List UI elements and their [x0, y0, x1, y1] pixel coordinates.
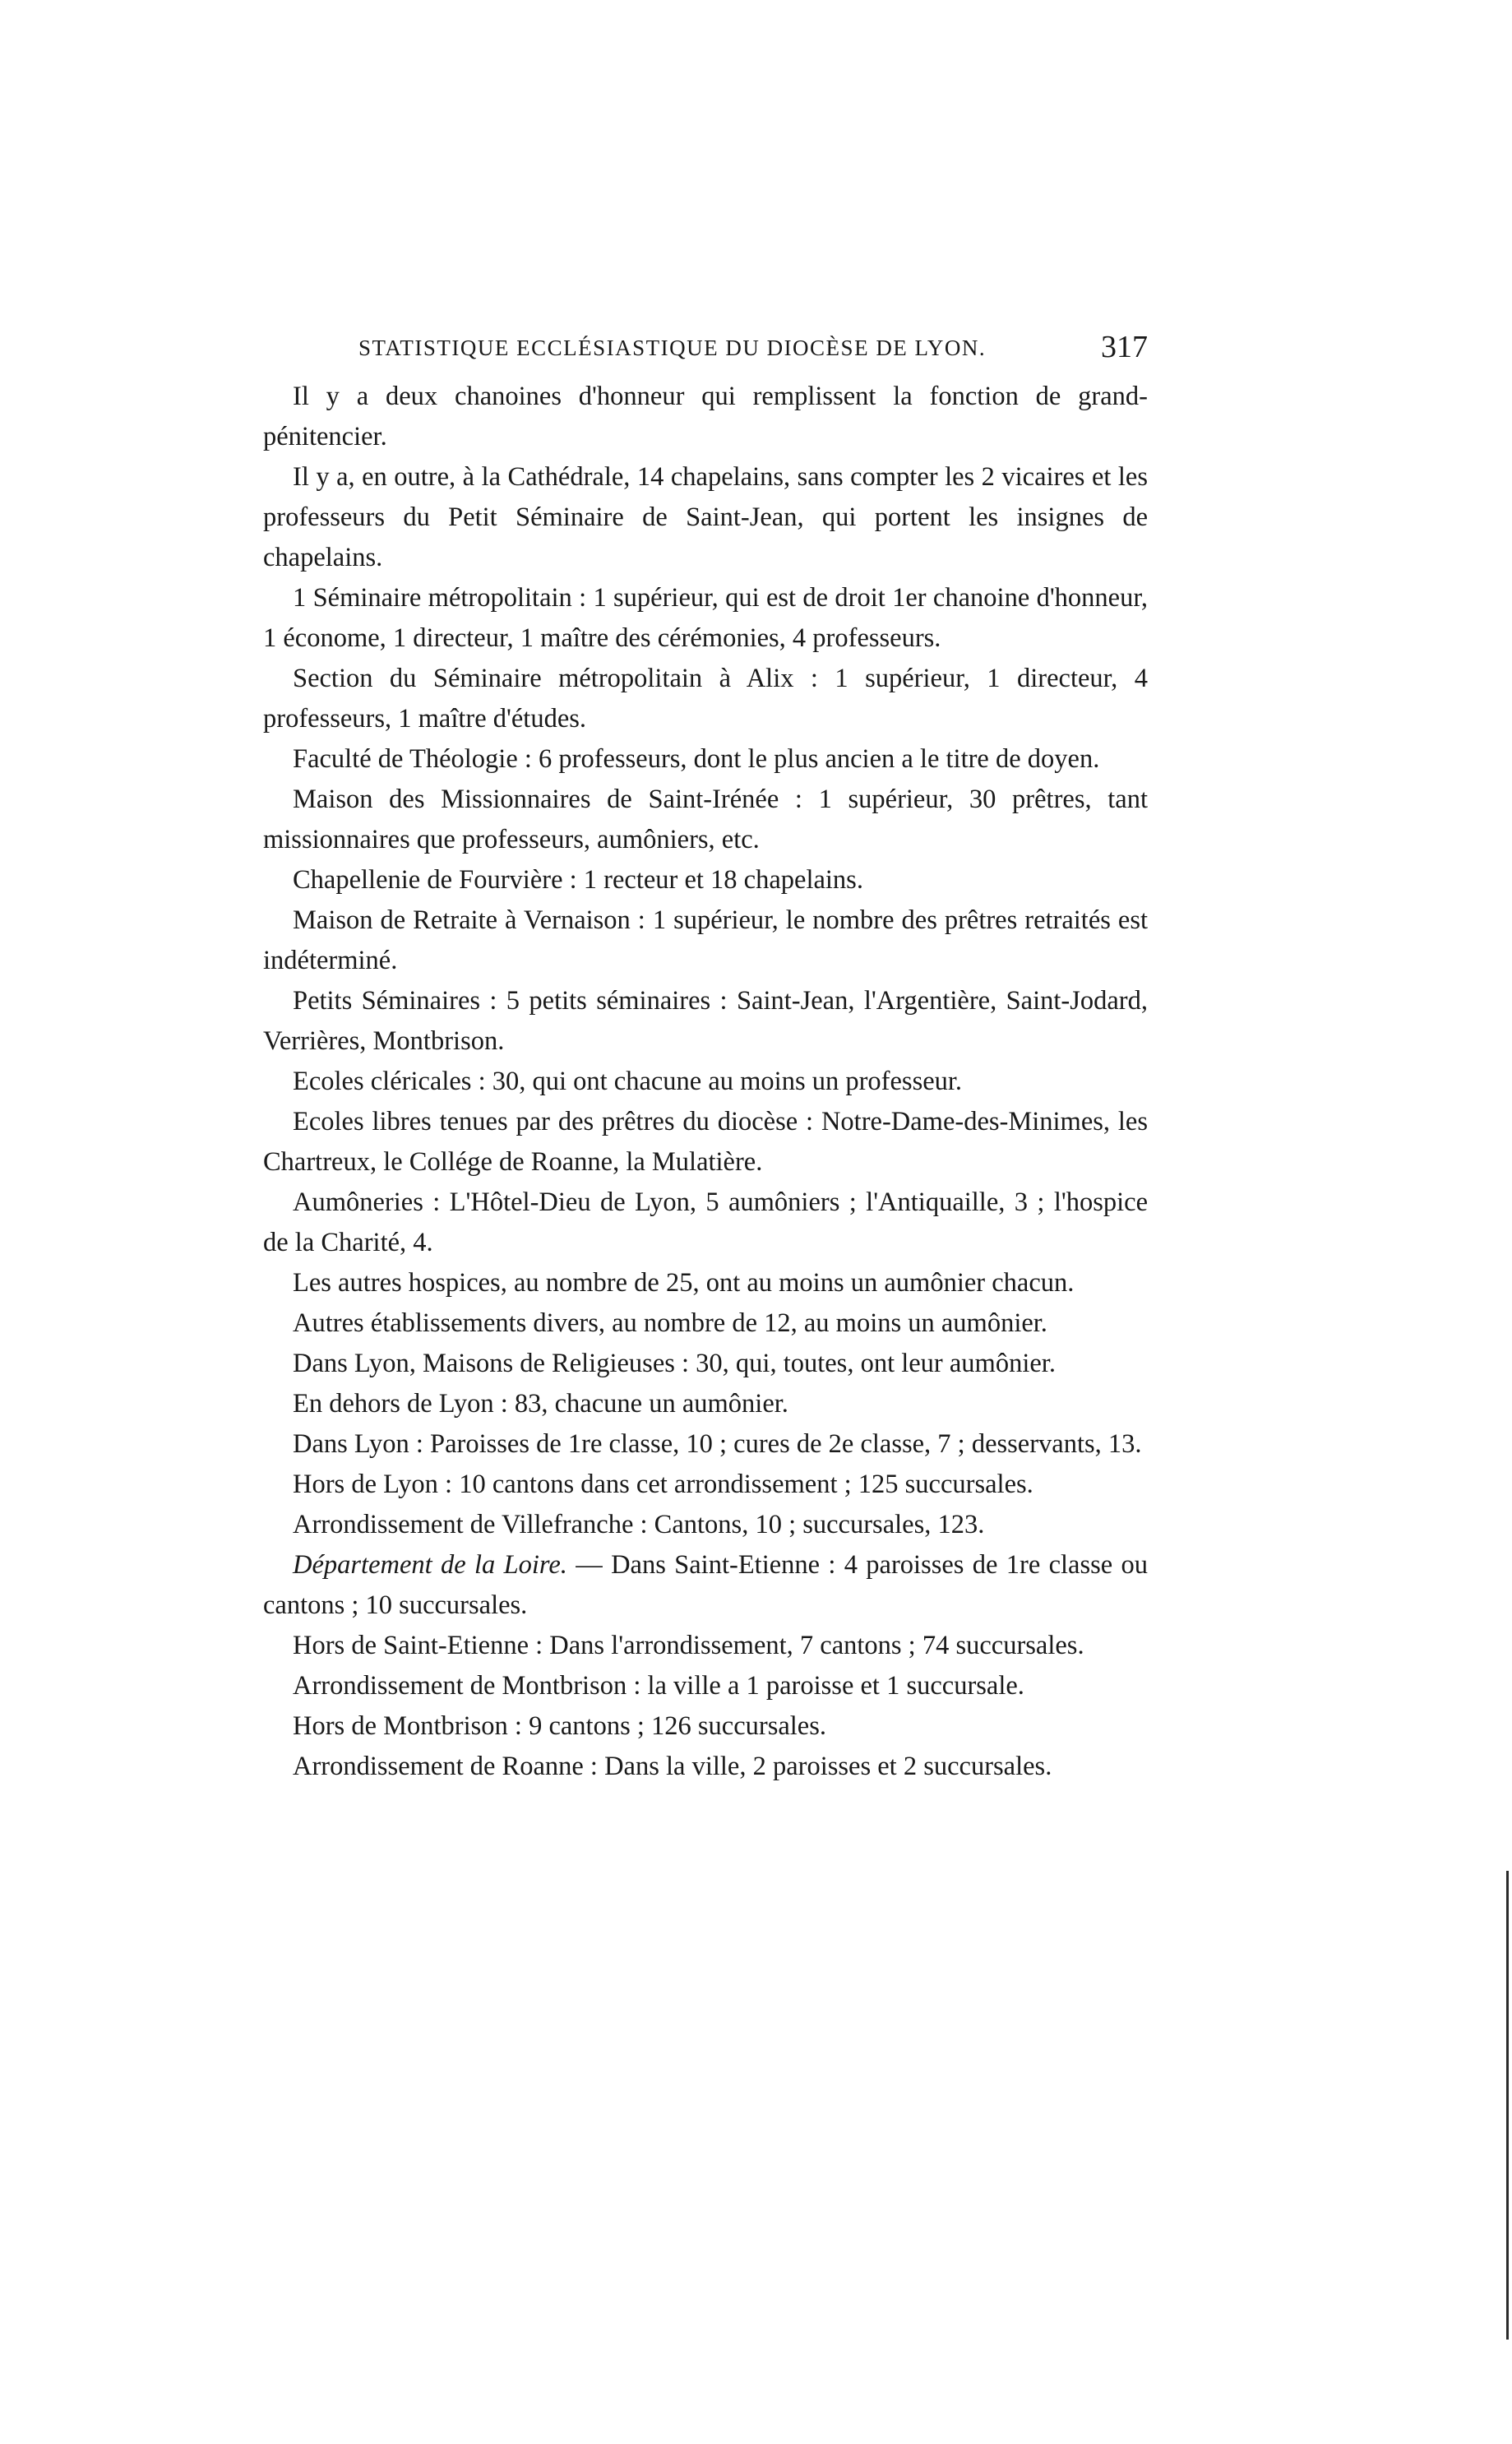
paragraph	[263, 1505, 1148, 1545]
paragraph	[263, 1747, 1148, 1787]
page-edge-rule	[1506, 1871, 1509, 2340]
paragraph	[263, 377, 1148, 457]
paragraph	[263, 739, 1148, 780]
paragraph-text: Les autres hospices, au nombre de 25, ont au moins un aumônier chacun.	[293, 1268, 1075, 1298]
paragraph	[263, 1303, 1148, 1344]
paragraph	[263, 1062, 1148, 1102]
paragraph-text: Hors de Saint-Etienne : Dans l'arrondissement, 7 cantons ; 74 succursales.	[293, 1631, 1084, 1660]
paragraph	[263, 1666, 1148, 1706]
running-header	[358, 329, 1148, 370]
paragraph-text: Maison des Missionnaires de Saint-Irénée : 1 supérieur, 30 prêtres, tant missionnaires que professeurs, aumôniers, etc.	[263, 785, 1148, 854]
paragraph-text: Ecoles cléricales : 30, qui ont chacune au moins un professeur.	[293, 1067, 963, 1096]
paragraph	[263, 900, 1148, 981]
paragraph-text: 1 Séminaire métropolitain : 1 supérieur, qui est de droit 1er chanoine d'honneur, 1 économe, 1 directeur, 1 maître des cérémonies, 4 professeurs.	[263, 583, 1148, 653]
paragraph-text: En dehors de Lyon : 83, chacune un aumônier.	[293, 1389, 788, 1419]
paragraph	[263, 1102, 1148, 1183]
paragraph-text: Arrondissement de Roanne : Dans la ville, 2 paroisses et 2 succursales.	[293, 1752, 1052, 1781]
paragraph	[263, 1545, 1148, 1626]
paragraph-text: Dans Lyon : Paroisses de 1re classe, 10 ; cures de 2e classe, 7 ; desservants, 13.	[293, 1429, 1142, 1459]
paragraph-text: Petits Séminaires : 5 petits séminaires : Saint-Jean, l'Argentière, Saint-Jodard, Verrières, Montbrison.	[263, 986, 1148, 1056]
paragraph	[263, 1344, 1148, 1384]
paragraph-text: Hors de Montbrison : 9 cantons ; 126 succursales.	[293, 1711, 827, 1741]
paragraph	[263, 860, 1148, 900]
paragraph	[263, 1465, 1148, 1505]
paragraph	[263, 659, 1148, 739]
paragraph-text: Dans Lyon, Maisons de Religieuses : 30, qui, toutes, ont leur aumônier.	[293, 1349, 1056, 1378]
paragraph	[263, 1183, 1148, 1263]
paragraph-text: Maison de Retraite à Vernaison : 1 supérieur, le nombre des prêtres retraités est indéterminé.	[263, 905, 1148, 975]
paragraph-text: Autres établissements divers, au nombre de 12, au moins un aumônier.	[293, 1308, 1047, 1338]
paragraph-text: Il y a deux chanoines d'honneur qui remplissent la fonction de grand-pénitencier.	[263, 382, 1148, 451]
paragraph	[263, 1384, 1148, 1424]
paragraph	[263, 457, 1148, 578]
paragraph-text: Hors de Lyon : 10 cantons dans cet arrondissement ; 125 succursales.	[293, 1470, 1033, 1499]
page-number: 317	[1101, 330, 1148, 364]
paragraph	[263, 1263, 1148, 1303]
paragraph	[263, 981, 1148, 1062]
paragraph-text: — Dans Saint-Etienne : 4 paroisses de 1re classe ou cantons ; 10 succursales.	[263, 1550, 1148, 1620]
paragraph	[263, 1626, 1148, 1666]
paragraph	[263, 578, 1148, 659]
body-text	[263, 377, 1148, 1787]
paragraph-text: Il y a, en outre, à la Cathédrale, 14 chapelains, sans compter les 2 vicaires et les professeurs du Petit Séminaire de Saint-Jean, qui portent les insignes de chapelains.	[263, 462, 1148, 572]
paragraph	[263, 1424, 1148, 1465]
running-title: STATISTIQUE ECCLÉSIASTIQUE DU DIOCÈSE DE LYON.	[358, 336, 987, 360]
section-lead: Département de la Loire.	[293, 1550, 567, 1580]
paragraph	[263, 1706, 1148, 1747]
paragraph-text: Faculté de Théologie : 6 professeurs, dont le plus ancien a le titre de doyen.	[293, 744, 1100, 774]
paragraph-text: Ecoles libres tenues par des prêtres du diocèse : Notre-Dame-des-Minimes, les Chartreux, le Collége de Roanne, la Mulatière.	[263, 1107, 1148, 1177]
paragraph-text: Arrondissement de Montbrison : la ville a 1 paroisse et 1 succursale.	[293, 1671, 1024, 1701]
paragraph-text: Section du Séminaire métropolitain à Alix : 1 supérieur, 1 directeur, 4 professeurs, 1 maître d'études.	[263, 664, 1148, 734]
paragraph-text: Arrondissement de Villefranche : Cantons, 10 ; succursales, 123.	[293, 1510, 985, 1539]
paragraph	[263, 780, 1148, 860]
paragraph-text: Aumôneries : L'Hôtel-Dieu de Lyon, 5 aumôniers ; l'Antiquaille, 3 ; l'hospice de la Charité, 4.	[263, 1187, 1148, 1257]
paragraph-text: Chapellenie de Fourvière : 1 recteur et 18 chapelains.	[293, 865, 863, 895]
